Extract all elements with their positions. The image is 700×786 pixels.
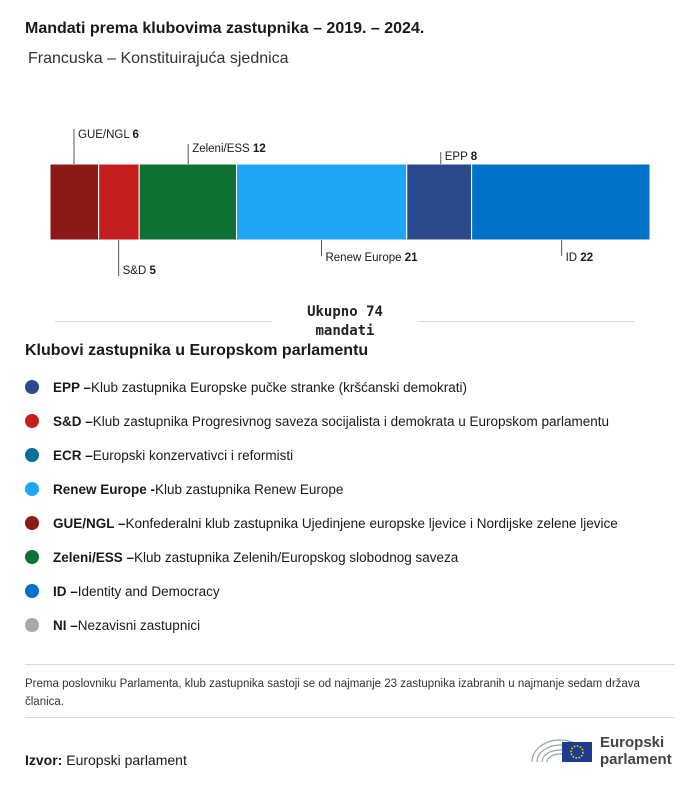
legend-swatch — [25, 414, 39, 428]
legend-desc: Klub zastupnika Zelenih/Europskog slobodnog saveza — [134, 549, 459, 565]
bar-label: S&D 5 — [122, 265, 156, 277]
legend-desc: Konfederalni klub zastupnika Ujedinjene europske ljevice i Nordijske zelene ljevice — [125, 515, 618, 531]
bar-segment — [407, 164, 472, 240]
legend-item — [25, 506, 618, 540]
legend-item — [25, 472, 618, 506]
legend-swatch — [25, 618, 39, 632]
legend-swatch — [25, 482, 39, 496]
legend-item — [25, 574, 618, 608]
legend-desc: Klub zastupnika Renew Europe — [155, 481, 344, 497]
legend-desc: Europski konzervativci i reformisti — [92, 447, 294, 463]
bar-label: ID 22 — [565, 252, 594, 264]
total-label: Ukupno 74 mandati — [307, 304, 383, 339]
divider — [25, 664, 675, 665]
legend-desc: Klub zastupnika Europske pučke stranke (kršćanski demokrati) — [91, 379, 467, 395]
logo-line2: parlament — [600, 751, 672, 768]
legend-abbr: GUE/NGL – — [53, 515, 126, 531]
bar-label: GUE/NGL 6 — [78, 129, 139, 141]
divider-left — [55, 321, 272, 322]
legend-abbr: ID – — [53, 583, 78, 599]
bar-segment — [139, 164, 236, 240]
logo-text — [600, 734, 672, 768]
legend-desc: Klub zastupnika Progresivnog saveza socijalista i demokrata u Europskom parlamentu — [92, 413, 610, 429]
legend-swatch — [25, 448, 39, 462]
bar-label: EPP 8 — [444, 151, 478, 163]
legend-abbr: NI – — [53, 617, 78, 633]
logo-line1: Europski — [600, 734, 665, 751]
legend-abbr: S&D – — [53, 413, 93, 429]
legend-swatch — [25, 584, 39, 598]
source-value: Europski parlament — [62, 752, 187, 768]
legend-item — [25, 540, 618, 574]
legend-abbr: Renew Europe - — [53, 481, 156, 497]
legend-item — [25, 438, 618, 472]
legend-desc: Identity and Democracy — [77, 583, 220, 599]
stacked-bar-chart — [0, 120, 700, 290]
divider — [25, 717, 675, 718]
legend — [25, 370, 618, 642]
legend-swatch — [25, 516, 39, 530]
bar-segment — [236, 164, 406, 240]
footnote: Prema poslovniku Parlamenta, klub zastupnika sastoji se od najmanje 23 zastupnika izabranih u najmanje sedam država članica. — [25, 678, 640, 708]
legend-abbr: Zeleni/ESS – — [53, 549, 135, 565]
legend-abbr: ECR – — [53, 447, 93, 463]
divider-right — [418, 321, 635, 322]
legend-item — [25, 370, 618, 404]
chart-subtitle: Francuska – Konstituirajuća sjednica — [28, 50, 289, 67]
bar-segment — [50, 164, 99, 240]
legend-desc: Nezavisni zastupnici — [77, 617, 201, 633]
legend-swatch — [25, 380, 39, 394]
bar-segment — [472, 164, 650, 240]
bar-segment — [99, 164, 140, 240]
european-parliament-logo — [528, 728, 678, 768]
source — [25, 752, 187, 768]
hemicycle-flag-icon — [528, 728, 596, 768]
total-seats — [55, 303, 635, 339]
bar-label: Zeleni/ESS 12 — [192, 143, 266, 155]
chart-title: Mandati prema klubovima zastupnika – 2019. – 2024. — [25, 20, 425, 37]
legend-item — [25, 608, 618, 642]
legend-title: Klubovi zastupnika u Europskom parlamentu — [25, 342, 369, 359]
bar-label: Renew Europe 21 — [325, 252, 418, 264]
legend-abbr: EPP – — [53, 379, 92, 395]
legend-item — [25, 404, 618, 438]
legend-swatch — [25, 550, 39, 564]
source-label: Izvor: — [25, 752, 63, 768]
